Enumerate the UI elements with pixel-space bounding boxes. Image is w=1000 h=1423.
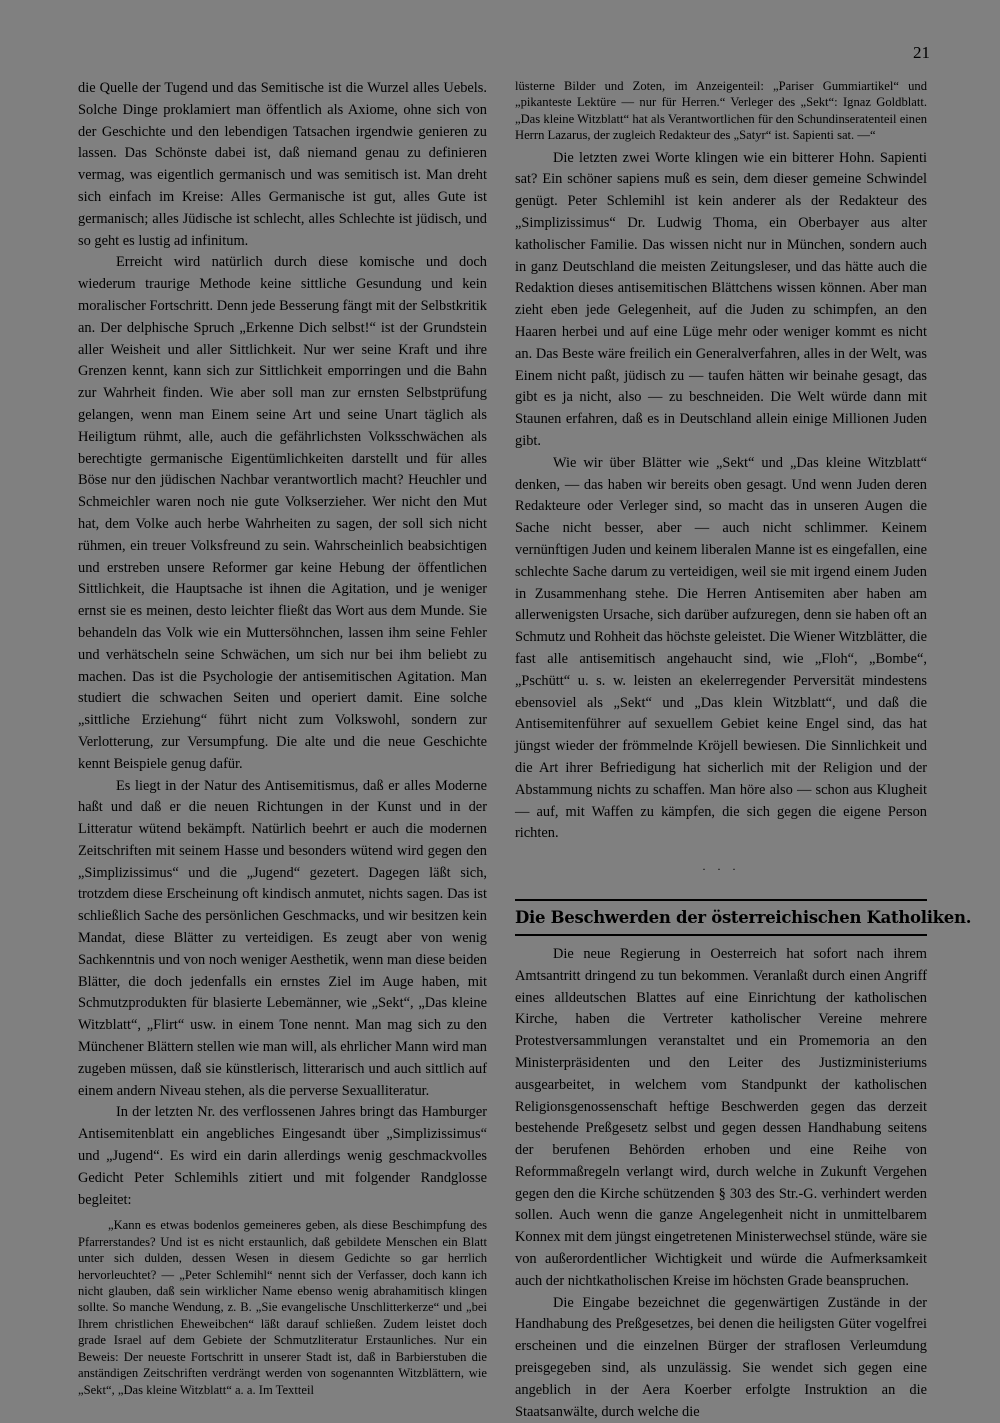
paragraph: Wie wir über Blätter wie „Sekt“ und „Das kleine Witzblatt“ denken, — das haben wir bereits oben gesagt. Und wenn Juden deren Redakteure oder Verleger sind, so macht das in unseren Augen die Sache nicht besser, aber — auch nicht schlimmer. Keinem vernünftigen Juden und keinem liberalen Manne ist es eingefallen, eine schlechte Sache darum zu verteidigen, weil sie mit irgend einem Juden in Zusammenhang stehe. Die Herren Antisemiten aber haben am allerwenigsten Ursache, sich darüber aufzuregen, denn sie haben oft an Schmutz und Rohheit das höchste geleistet. Die Wiener Witzblätter, die fast alle antisemitisch angehaucht sind, wie „Floh“, „Bombe“, „Pschütt“ u. s. w. leisten an ekelerregender Perversität mindestens ebensoviel als „Sekt“ und „Das klein Witzblatt“, und daß die Antisemitenführer auf sexuellem Gebiet keine Engel sind, das hat jüngst wieder der frömmelnde Kröjell bewiesen. Die Sinnlichkeit und die Art ihrer Befriedigung hat sicherlich mit der Religion und der Abstammung nichts zu schaffen. Man höre also — schon aus Klugheit — auf, mit Waffen zu kämpfen, die sich gegen die eigene Person richten. bbox=[515, 454, 927, 842]
page-number: 21 bbox=[913, 43, 930, 62]
paragraph: Die Eingabe bezeichnet die gegenwärtigen Zustände in der Handhabung des Preßgesetzes, bei denen die heiligsten Güter vogelfrei erscheinen und die einzelnen Bürger der straflosen Verleumdung preisgegeben sind, als unzulässig. Sie wendet sich gegen eine angeblich in der Aera Koerber erfolgte Instruktion an die Staatsanwälte, durch welche die bbox=[515, 1294, 927, 1420]
paragraph: Die letzten zwei Worte klingen wie ein bitterer Hohn. Sapienti sat? Ein schöner sapiens muß es sein, dem dieser gemeine Schwindel genügt. Peter Schlemihl ist kein anderer als der Redakteur des „Simplizissimus“ Dr. Ludwig Thoma, ein Oberbayer aus alter katholischer Familie. Das wissen nicht nur in München, sondern auch in ganz Deutschland die meisten Zeitungsleser, und das hätte auch die Redaktion dieses antisemitischen Blättchens wissen können. Aber man zieht eben jede Gelegenheit, auf die Juden zu schimpfen, an den Haaren herbei und auf eine Lüge mehr oder weniger kommt es nicht an. Das Beste wäre freilich ein Generalverfahren, alles in der Welt, was Einem nicht paßt, jüdisch zu — taufen hätten wir beinahe gesagt, das gibt es ja nicht, also — zu beschneiden. Die Welt würde dann mit Staunen erfahren, daß es in Deutschland allein einige Millionen Juden gibt. bbox=[515, 149, 927, 449]
paragraph: In der letzten Nr. des verflossenen Jahres bringt das Hamburger Antisemitenblatt ein angebliches Eingesandt über „Simplizissimus“ und „Jugend“. Es wird ein darin allerdings wenig geschmackvolles Gedicht Peter Schlemihls zitiert und mit folgender Randglosse begleitet: bbox=[78, 1104, 487, 1208]
section-separator: · · · bbox=[702, 862, 740, 877]
paragraph: Die neue Regierung in Oesterreich hat sofort nach ihrem Amtsantritt dringend zu tun bekommen. Veranlaßt durch einen Angriff eines alldeutschen Blattes auf eine Einrichtung der katholischen Kirche, haben die Vertreter katholischer Vereine mehrere Protestversammlungen veranstaltet und ein Promemoria an den Ministerpräsidenten und den Leiter des Justizministeriums ausgearbeitet, in welchem vom Standpunkt der katholischen Religionsgenossenschaft heftige Beschwerden gegen das derzeit bestehende Preßgesetz selbst und gegen dessen Handhabung seitens der berufenen Behörden erhoben und eine Reihe von Reformmaßregeln verlangt wird, durch welche in Zukunft Vergehen gegen den die Kirche schützenden § 303 des Str.-G. verhindert werden sollen. Auch wenn die ganze Angelegenheit nicht in unmittelbarem Konnex mit dem jüngst eingetretenen Ministerwechsel stünde, wäre sie von außerordentlicher Wichtigkeit und würde die Aufmerksamkeit auch der nichtkatholischen Kreise im höchsten Grade beanspruchen. bbox=[515, 945, 927, 1289]
paragraph: Erreicht wird natürlich durch diese komische und doch wiederum traurige Methode keine sittliche Gesundung und kein moralischer Fortschritt. Denn jede Besserung fängt mit der Selbstkritik an. Der delphische Spruch „Erkenne Dich selbst!“ ist der Grundstein aller Weisheit und aller Sittlichkeit. Nur wer seine Kraft und ihre Grenzen kennt, kann sich zur Sittlichkeit emporringen und die Bahn zur Wahrheit finden. Wie aber soll man zur ernsten Selbstprüfung gelangen, wenn man Einem seine Art und seine Unart täglich als Heiligtum rühmt, alle, auch die gefährlichsten Volksschwächen als berechtigte germanische Eigentümlichkeiten darstellt und für alles Böse nur den jüdischen Nachbar verantwortlich macht? Heuchler und Schmeichler waren noch nie gute Volkserzieher. Wer nicht den Mut hat, dem Volke auch herbe Wahrheiten zu sagen, der soll sich nicht rühmen, ein treuer Volksfreund zu sein. Wahrscheinlich beabsichtigen und erstreben unsere Reformer gar keine Hebung der öffentlichen Sittlichkeit, die Hauptsache ist ihnen die Agitation, und je weniger ernst sie es meinen, desto leichter fließt das Wort aus dem Munde. Sie behandeln das Volk wie ein Muttersöhnchen, lassen ihm seine Fehler und verhätscheln seine Schwächen, um sich nur bei ihm beliebt zu machen. Das ist die Psychologie der antisemitischen Agitation. Man studiert die schwachen Seiten und operiert damit. Eine solche „sittliche Erziehung“ führt nicht zum Volkswohl, sondern zur Verlotterung, zur Versumpfung. Die alte und die neue Geschichte kennt Beispiele genug dafür. bbox=[78, 254, 487, 772]
right-column bbox=[515, 78, 972, 1423]
left-column bbox=[78, 78, 487, 1398]
quoted-letter: „Kann es etwas bodenlos gemeineres geben, als diese Beschimpfung des Pfarrerstandes? Und ist es nicht erstaunlich, daß gebildete Menschen ein Blatt unter sich dulden, dessen Wesen in diesem Gedichte so gar herrlich hervorleuchtet? — „Peter Schlemihl“ nennt sich der Verfasser, doch kann ich nicht glauben, daß sein wirklicher Name ebenso wenig abrahamitisch klingen sollte. So manche Wendung, z. B. „Sie evangelische Unschlitterkerze“ und „bei Ihrem christlichen Eheweibchen“ läßt darauf schließen. Zudem leistet doch grade Israel auf dem Gebiete der Schmutzliteratur Erstaunliches. Nur ein Beweis: Der neueste Fortschritt in unserer Stadt ist, daß in Barbierstuben die anständigen Zeitschriften verdrängt werden von sogenannten Witzblättern, wie „Sekt“, „Das kleine Witzblatt“ a. a. Im Textteil bbox=[78, 1218, 487, 1397]
article-headline: Die Beschwerden der österreichischen Katholiken. bbox=[515, 899, 927, 936]
paragraph: die Quelle der Tugend und das Semitische ist die Wurzel alles Uebels. Solche Dinge proklamiert man öffentlich als Axiome, ohne sich von der Geschichte und den lebendigen Tatsachen irgendwie genieren zu lassen. Das Schönste dabei ist, daß niemand genau zu definieren vermag, was eigentlich germanisch und was semitisch ist. Man dreht sich einfach im Kreise: Alles Germanische ist gut, alles Gute ist germanisch; alles Jüdische ist schlecht, alles Schlechte ist jüdisch, und so geht es lustig ad infinitum. bbox=[78, 80, 487, 249]
paragraph: Es liegt in der Natur des Antisemitismus, daß er alles Moderne haßt und daß er die neuen Richtungen in der Kunst und in der Litteratur wütend bekämpft. Natürlich beehrt er auch die modernen Zeitschriften mit seinem Hasse und besonders wütend wird gegen den „Simplizissimus“ und die „Jugend“ gezetert. Dagegen läßt sich, trotzdem diese Erscheinung oft kindisch anmutet, nichts sagen. Das ist schließlich Sache des persönlichen Geschmacks, und wir besitzen kein Mandat, diese Blätter zu verteidigen. Es zeugt aber von wenig Sachkenntnis und von noch weniger Aesthetik, wenn man diese beiden Blätter, die doch jedenfalls ein ernstes Ziel im Auge haben, mit Schmutzprodukten für blasierte Lebemänner, wie „Sekt“, „Das kleine Witzblatt“, „Flirt“ usw. in einem Tone nennt. Man mag sich zu den Münchener Blättern stellen wie man will, als ehrlicher Mann wird man zugeben müssen, daß sie künstlerisch, litterarisch und auch sittlich auf einem andern Niveau stehen, als die perverse Sexualliteratur. bbox=[78, 777, 487, 1099]
quoted-letter-continued: lüsterne Bilder und Zoten, im Anzeigenteil: „Pariser Gummiartikel“ und „pikanteste Lektüre — nur für Herren.“ Verleger des „Sekt“: Ignaz Goldblatt. „Das kleine Witzblatt“ hat als Verantwortlichen für den Schundinseratenteil einen Herrn Lazarus, der zugleich Redakteur des „Satyr“ ist. Sapienti sat. —“ bbox=[515, 79, 927, 143]
